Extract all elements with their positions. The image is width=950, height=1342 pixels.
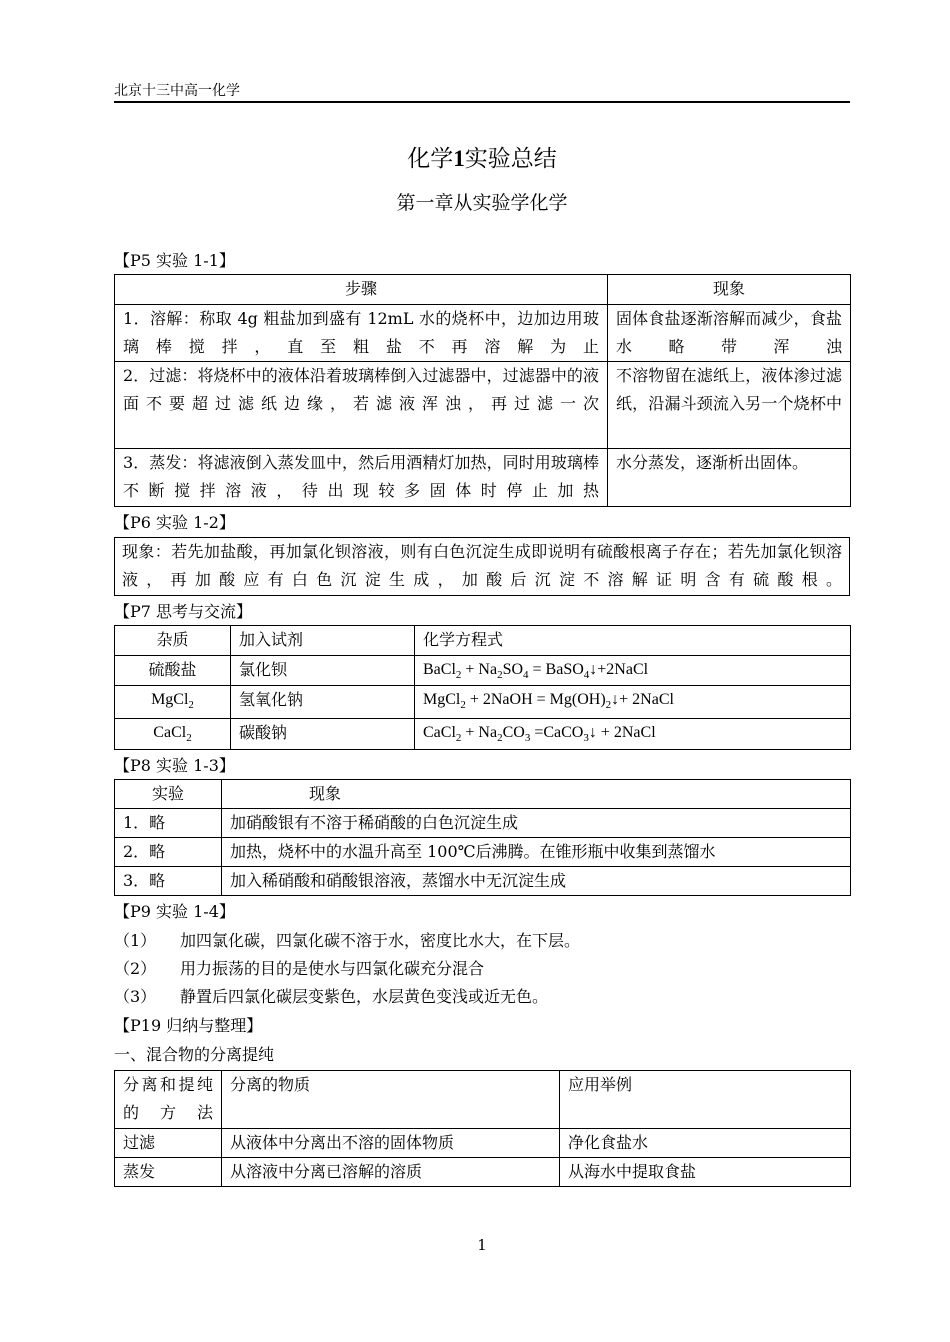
eq-subscript: 2 — [497, 732, 503, 744]
eq-part: MgCl — [423, 691, 461, 708]
eq-subscript: 2 — [186, 732, 192, 744]
header-cell-substance: 分离的物质 — [222, 1071, 560, 1129]
table-row — [115, 867, 851, 896]
table-separation-methods — [114, 1070, 851, 1187]
table-row — [115, 656, 851, 686]
eq-part: + 2NaOH = Mg(OH) — [465, 691, 606, 708]
eq-subscript: 3 — [583, 732, 589, 744]
title-suffix: 实验总结 — [464, 146, 557, 172]
phenomenon-cell: 加热，烧杯中的水温升高至 100℃后沸腾。在锥形瓶中收集到蒸馏水 — [222, 838, 851, 867]
list-item — [114, 958, 484, 980]
phenomenon-cell: 加硝酸银有不溶于稀硝酸的白色沉淀生成 — [222, 809, 851, 838]
table-header-row — [115, 780, 851, 809]
eq-subscript: 3 — [524, 732, 531, 744]
item-text: 加四氯化碳，四氯化碳不溶于水，密度比水大，在下层。 — [180, 931, 581, 950]
method-cell: 蒸发 — [115, 1158, 222, 1187]
reagent-cell: 氯化钡 — [231, 656, 415, 686]
impurity-formula: CaCl — [153, 724, 187, 741]
reagent-cell: 氢氧化钠 — [231, 686, 415, 719]
table-row — [115, 1158, 851, 1187]
header-cell-step: 步骤 — [115, 275, 608, 305]
phenomenon-cell: 不溶物留在滤纸上，液体渗过滤纸，沿漏斗颈流入另一个烧杯中 — [608, 362, 851, 449]
eq-subscript: 2 — [188, 699, 194, 711]
example-cell: 净化食盐水 — [560, 1129, 851, 1158]
section-label-p9: 【P9 实验 1-4】 — [114, 902, 235, 921]
eq-part: BaCl — [423, 661, 456, 678]
eq-part: =CaCO — [530, 724, 584, 741]
eq-part: ↓ + 2NaCl — [588, 724, 656, 741]
running-header: 北京十三中高一化学 — [114, 83, 240, 99]
table-row — [115, 838, 851, 867]
header-cell-phenomenon: 现象 — [608, 275, 851, 305]
header-cell-phenomenon: 现象 — [222, 780, 851, 809]
eq-subscript: 2 — [455, 732, 462, 744]
eq-part: CaCl — [423, 724, 456, 741]
list-item — [114, 930, 580, 952]
section-label-p19: 【P19 归纳与整理】 — [114, 1016, 263, 1035]
table-row — [115, 719, 851, 750]
impurity-cell — [115, 686, 231, 719]
eq-part: SO — [502, 661, 524, 678]
table-row — [115, 686, 851, 719]
page-title — [114, 140, 850, 173]
eq-subscript: 4 — [523, 669, 529, 681]
eq-part: = BaSO — [528, 661, 584, 678]
impurity-cell — [115, 719, 231, 750]
experiment-cell: 3．略 — [115, 867, 222, 896]
step-cell: 3．蒸发：将滤液倒入蒸发皿中，然后用酒精灯加热，同时用玻璃棒不断搅拌溶液，待出现较多固体时停止加热 — [115, 449, 608, 507]
chapter-title: 第一章从实验学化学 — [396, 192, 568, 214]
step-cell: 1．溶解：称取 4g 粗盐加到盛有 12mL 水的烧杯中，边加边用玻璃棒搅拌，直至粗盐不再溶解为止 — [115, 305, 608, 362]
table-row — [115, 362, 851, 449]
eq-part: + Na — [461, 661, 498, 678]
table-header-row — [115, 1071, 851, 1129]
eq-subscript: 2 — [455, 669, 462, 681]
eq-part: ↓+ 2NaCl — [611, 691, 674, 708]
item-number: （1） — [114, 931, 157, 950]
eq-subscript: 4 — [583, 669, 590, 681]
table-header-row — [115, 275, 851, 305]
eq-subscript: 2 — [605, 699, 612, 711]
eq-subscript: 2 — [497, 669, 503, 681]
header-cell-method: 分离和提纯的方法 — [115, 1071, 222, 1129]
phenomenon-cell: 水分蒸发，逐渐析出固体。 — [608, 449, 851, 507]
table-row — [115, 305, 851, 362]
experiment-cell: 2．略 — [115, 838, 222, 867]
table-row — [115, 1129, 851, 1158]
item-text: 静置后四氯化碳层变紫色，水层黄色变浅或近无色。 — [180, 987, 549, 1006]
table-experiment-1-1 — [114, 274, 851, 507]
phenomenon-cell: 固体食盐逐渐溶解而减少，食盐水略带浑浊 — [608, 305, 851, 362]
step-cell: 2．过滤：将烧杯中的液体沿着玻璃棒倒入过滤器中，过滤器中的液面不要超过滤纸边缘，若滤液浑浊，再过滤一次 — [115, 362, 608, 449]
eq-part: + Na — [461, 724, 498, 741]
header-rule — [114, 101, 850, 103]
impurity-cell: 硫酸盐 — [115, 656, 231, 686]
title-number: 1 — [453, 146, 465, 171]
table-impurities — [114, 625, 851, 750]
header-cell-example: 应用举例 — [560, 1071, 851, 1129]
experiment-cell: 1．略 — [115, 809, 222, 838]
section-heading-separation: 一、混合物的分离提纯 — [114, 1045, 275, 1064]
equation-cell — [415, 719, 851, 750]
eq-part: CO — [502, 724, 525, 741]
example-cell: 从海水中提取食盐 — [560, 1158, 851, 1187]
item-text: 用力振荡的目的是使水与四氯化碳充分混合 — [180, 959, 485, 978]
section-label-p7: 【P7 思考与交流】 — [114, 602, 253, 621]
section-label-p6: 【P6 实验 1-2】 — [114, 513, 235, 532]
substance-cell: 从溶液中分离已溶解的溶质 — [222, 1158, 560, 1187]
title-prefix: 化学 — [407, 146, 454, 172]
substance-cell: 从液体中分离出不溶的固体物质 — [222, 1129, 560, 1158]
phenomenon-text: 现象：若先加盐酸，再加氯化钡溶液，则有白色沉淀生成即说明有硫酸根离子存在；若先加氯化钡溶液，再加酸应有白色沉淀生成，加酸后沉淀不溶解证明含有硫酸根。 — [122, 542, 842, 589]
section-label-p5: 【P5 实验 1-1】 — [114, 251, 235, 270]
item-number: （2） — [114, 959, 157, 978]
method-cell: 过滤 — [115, 1129, 222, 1158]
header-cell-reagent: 加入试剂 — [231, 626, 415, 656]
item-number: （3） — [114, 987, 157, 1006]
impurity-formula: MgCl — [151, 691, 189, 708]
reagent-cell: 碳酸钠 — [231, 719, 415, 750]
page-number: 1 — [477, 1236, 487, 1254]
table-header-row — [115, 626, 851, 656]
eq-subscript: 2 — [460, 699, 466, 711]
equation-cell — [415, 656, 851, 686]
table-row — [115, 809, 851, 838]
table-experiment-1-3 — [114, 779, 851, 896]
eq-part: ↓+2NaCl — [589, 661, 649, 678]
phenomenon-box — [114, 537, 850, 596]
phenomenon-cell: 加入稀硝酸和硝酸银溶液，蒸馏水中无沉淀生成 — [222, 867, 851, 896]
header-cell-impurity: 杂质 — [115, 626, 231, 656]
header-cell-equation: 化学方程式 — [415, 626, 851, 656]
list-item — [114, 986, 548, 1008]
header-cell-experiment: 实验 — [115, 780, 222, 809]
section-label-p8: 【P8 实验 1-3】 — [114, 756, 235, 775]
equation-cell — [415, 686, 851, 719]
table-row — [115, 449, 851, 507]
